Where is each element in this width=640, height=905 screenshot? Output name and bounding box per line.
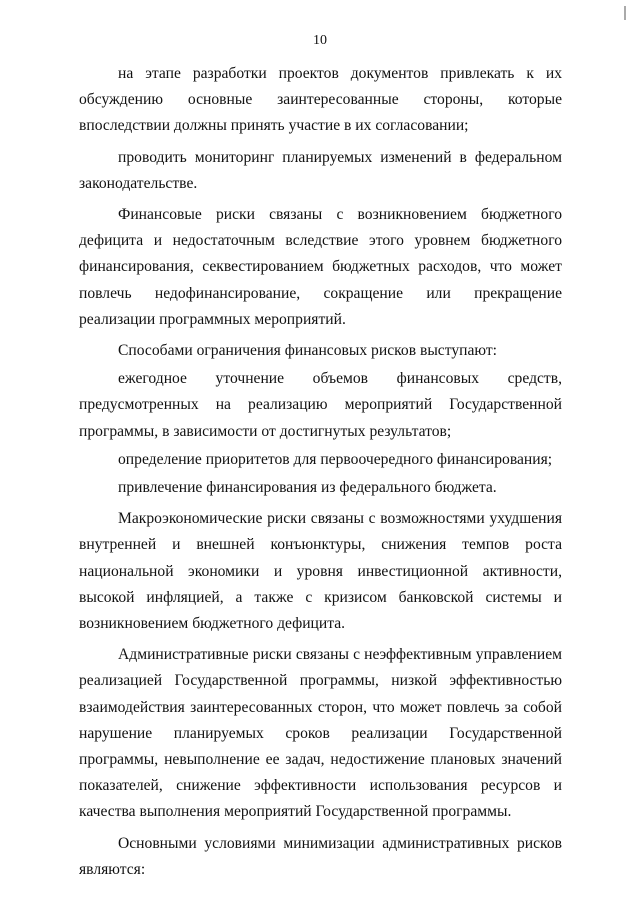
paragraph-monitoring: проводить мониторинг планируемых изменений в федеральном законодательстве. [79, 148, 562, 192]
paragraph-federal-funding: привлечение финансирования из федерального бюджета. [118, 479, 497, 497]
document-body [79, 61, 562, 888]
paragraph-priorities: определение приоритетов для первоочередного финансирования; [118, 450, 553, 468]
page-number: 10 [313, 33, 327, 48]
paragraph-administrative-risks: Административные риски связаны с неэффективным управлением реализацией Государственной программы, низкой эффективностью взаимодействия заинтересованных сторон, что может повлечь за собой нарушение планируемых сроков реализации Государственной программы, невыполнение ее задач, недостижение плановых значений показателей, снижение эффективности использования ресурсов и качества выполнения мероприятий Государственной программы. [79, 646, 562, 821]
paragraph-financial-risk-methods: Способами ограничения финансовых рисков выступают: [118, 342, 497, 360]
paragraph-financial-risks: Финансовые риски связаны с возникновением бюджетного дефицита и недостаточным вследствие этого уровнем бюджетного финансирования, секвестированием бюджетных расходов, что может повлечь недофинансирование, сокращение или прекращение реализации программных мероприятий. [79, 206, 562, 328]
paragraph-annual-adjustment: ежегодное уточнение объемов финансовых средств, предусмотренных на реализацию мероприятий Государственной программы, в зависимости от достигнутых результатов; [79, 370, 562, 440]
paragraph-stakeholders: на этапе разработки проектов документов привлекать к их обсуждению основные заинтересованные стороны, которые впоследствии должны принять участие в их согласовании; [79, 65, 562, 135]
scan-artifact-mark [624, 6, 626, 20]
paragraph-minimization-conditions: Основными условиями минимизации административных рисков являются: [79, 834, 562, 878]
paragraph-macroeconomic-risks: Макроэкономические риски связаны с возможностями ухудшения внутренней и внешней конъюнктуры, снижения темпов роста национальной экономики и уровня инвестиционной активности, высокой инфляцией, а также с кризисом банковской системы и возникновением бюджетного дефицита. [79, 510, 562, 633]
